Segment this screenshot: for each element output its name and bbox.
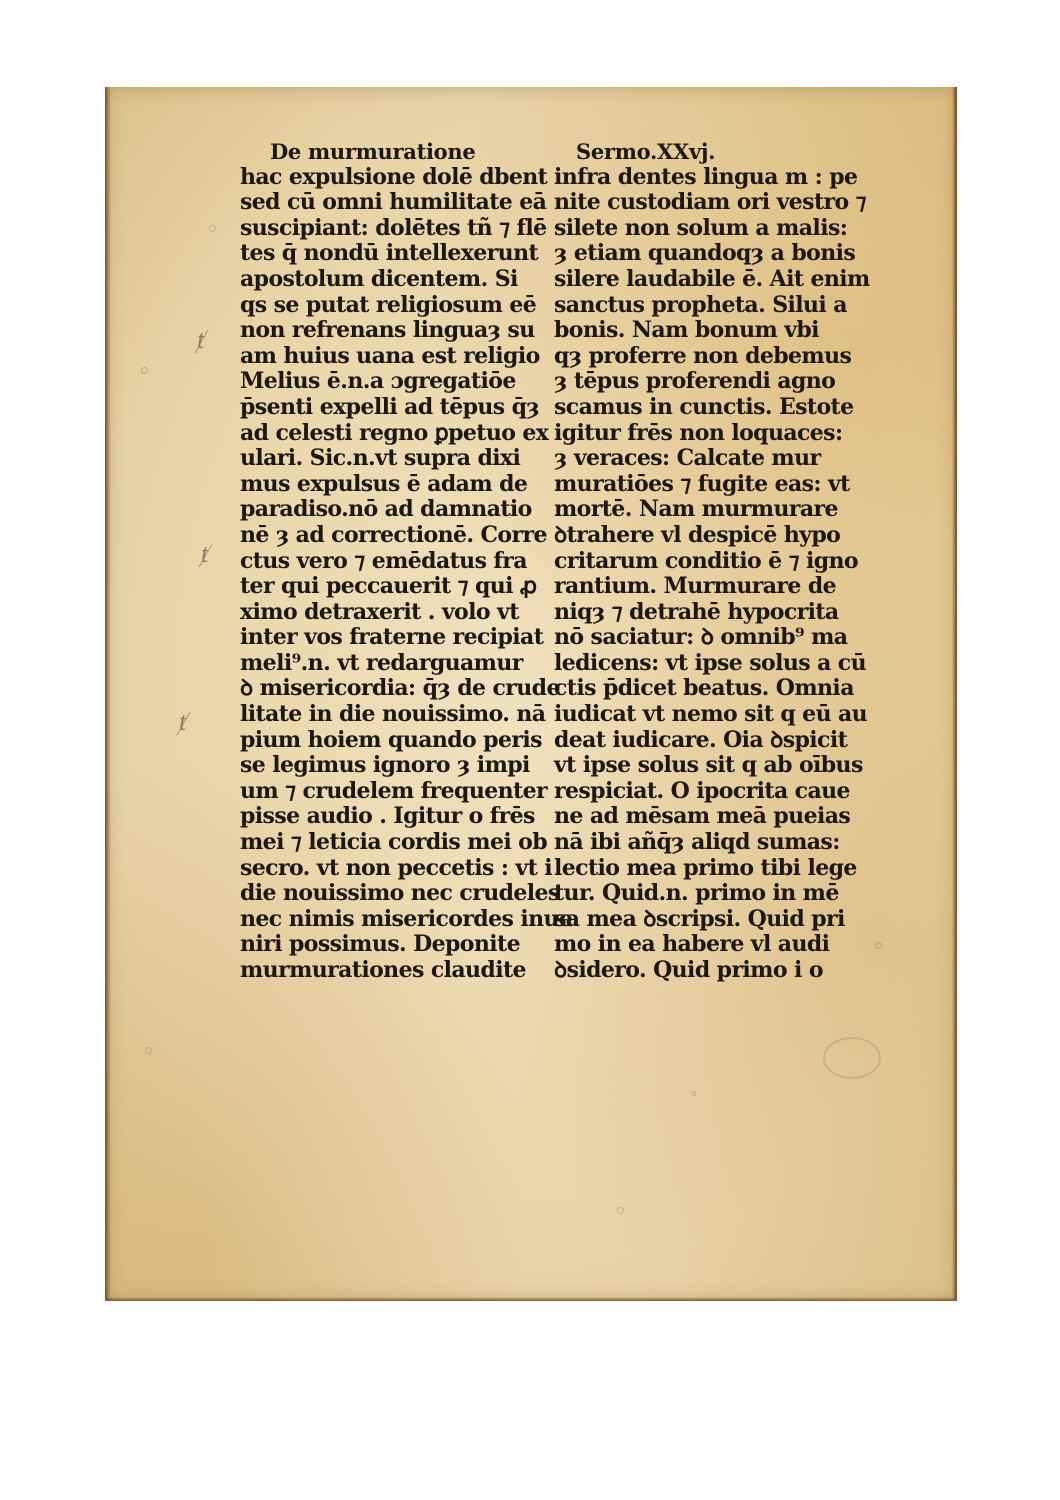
text-line: ꝺ misericordia: q̄ȝ de crude: [240, 675, 560, 702]
text-line: hac expulsione dolē dbent: [240, 163, 548, 190]
text-line: silete non solum a malis:: [554, 214, 848, 241]
text-line: um ⁊ crudelem frequenter: [240, 777, 547, 804]
text-line: scamus in cunctis. Estote: [554, 393, 854, 420]
text-line: muratiōes ⁊ fugite eas: vt: [554, 470, 850, 497]
margin-mark: ⱦ: [197, 325, 205, 355]
text-line: ꝺsidero. Quid primo i o: [554, 957, 823, 983]
text-line: ad celesti regno ꝑpetuo ex: [240, 419, 549, 446]
text-line: ctis p̄dicet beatus. Omnia: [554, 675, 854, 702]
text-line: bonis. Nam bonum vbi: [554, 317, 819, 344]
text-line: deat iudicare. Oia ꝺspicit: [554, 726, 848, 753]
text-line: mo in ea habere vl audi: [554, 931, 830, 958]
text-line: die nouissimo nec crudeles: [240, 880, 560, 907]
text-line: ne ad mēsam meā pueias: [554, 803, 851, 830]
text-line: ctus vero ⁊ emēdatus fra: [240, 547, 527, 574]
text-line: litate in die nouissimo. nā: [240, 701, 546, 728]
text-line: critarum conditio ē ⁊ igno: [554, 547, 859, 574]
right-text-column: [554, 139, 870, 984]
text-line: am huius uana est religio: [240, 342, 540, 369]
paper-speck: [617, 1207, 624, 1214]
text-line: ximo detraxerit . volo vt: [240, 598, 519, 625]
foliation-mark: ◦: [690, 1087, 699, 1103]
text-line: nite custodiam ori vestro ⁊: [554, 189, 866, 216]
text-line: Melius ē.n.a ɔgregatiōe: [240, 368, 516, 395]
text-line: paradiso.nō ad damnatio: [240, 496, 532, 523]
text-line: lectio mea primo tibi lege: [554, 854, 857, 881]
text-line: infra dentes lingua m : pe: [554, 163, 858, 190]
text-line: igitur frēs non loquaces:: [554, 419, 843, 446]
text-line: mus expulsus ē adam de: [240, 470, 528, 497]
text-line: nē ȝ ad correctionē. Corre: [240, 521, 547, 548]
paper-speck: [141, 367, 148, 374]
manuscript-page: [105, 87, 957, 1301]
text-line: tur. Quid.n. primo in mē: [554, 880, 839, 907]
text-line: pisse audio . Igitur o frēs: [240, 803, 535, 830]
page-edge-right: [952, 87, 957, 1301]
paper-speck: [875, 942, 882, 949]
text-line: ȝ etiam quandoqȝ a bonis: [554, 240, 856, 267]
text-line: tes q̄ nondū intellexerunt: [240, 240, 539, 267]
paper-speck: [209, 225, 216, 232]
text-line: ter qui peccauerit ⁊ qui ꝓ: [240, 573, 537, 600]
text-line: ȝ veraces: Calcate mur: [554, 445, 821, 472]
text-line: apostolum dicentem. Si: [240, 265, 518, 292]
text-line: sanctus propheta. Silui a: [554, 291, 847, 318]
text-line: meli⁹.n. vt redarguamur: [240, 649, 523, 676]
text-line: qs se putat religiosum eē: [240, 291, 537, 318]
text-line: ledicens: vt ipse solus a cū: [554, 649, 866, 676]
margin-mark: ⱦ: [179, 707, 187, 737]
text-line: niqȝ ⁊ detrahē hypocrita: [554, 598, 839, 625]
text-line: murmurationes claudite: [240, 957, 526, 983]
left-text-column: [240, 139, 573, 984]
text-line: mei ⁊ leticia cordis mei ob: [240, 829, 548, 856]
text-line: inter vos fraterne recipiat: [240, 624, 544, 651]
text-line: secro. vt non peccetis : vt i: [240, 854, 552, 881]
running-title: Sermo.XXvj.: [576, 139, 716, 164]
running-title: De murmuratione: [270, 139, 476, 164]
text-line: nō saciatur: ꝺ omnib⁹ ma: [554, 624, 848, 651]
text-line: se legimus ignoro ȝ impi: [240, 752, 530, 779]
page-edge-left: [105, 87, 111, 1301]
text-line: respiciat. O ipocrita caue: [554, 777, 850, 804]
library-stamp: [823, 1037, 881, 1079]
text-line: sa mea ꝺscripsi. Quid pri: [554, 905, 845, 932]
paper-speck: [145, 1047, 152, 1054]
text-line: p̄senti expelli ad tēpus q̄ȝ: [240, 393, 540, 420]
margin-mark: ⱦ: [201, 539, 209, 569]
text-line: rantium. Murmurare de: [554, 573, 837, 600]
text-line: ulari. Sic.n.vt supra dixi: [240, 445, 521, 472]
text-line: nec nimis misericordes inue: [240, 905, 573, 932]
text-line: non refrenans linguaȝ su: [240, 317, 535, 344]
text-line: niri possimus. Deponite: [240, 931, 520, 958]
text-line: ꝺtrahere vl despicē hypo: [554, 521, 841, 548]
text-line: ȝ tēpus proferendi agno: [554, 368, 836, 395]
text-line: nā ibi añq̄ȝ aliqd sumas:: [554, 829, 840, 856]
text-line: pium hoiem quando peris: [240, 726, 542, 753]
text-line: suscipiant: dolētes tñ ⁊ flē: [240, 214, 547, 241]
text-line: iudicat vt nemo sit q eū au: [554, 701, 868, 728]
text-line: sed cū omni humilitate eā: [240, 189, 547, 216]
text-line: mortē. Nam murmurare: [554, 496, 838, 523]
text-line: qȝ proferre non debemus: [554, 342, 852, 369]
text-line: silere laudabile ē. Ait enim: [554, 265, 870, 292]
text-line: vt ipse solus sit q ab oībus: [554, 752, 863, 779]
page-edge-bottom: [105, 1297, 957, 1301]
